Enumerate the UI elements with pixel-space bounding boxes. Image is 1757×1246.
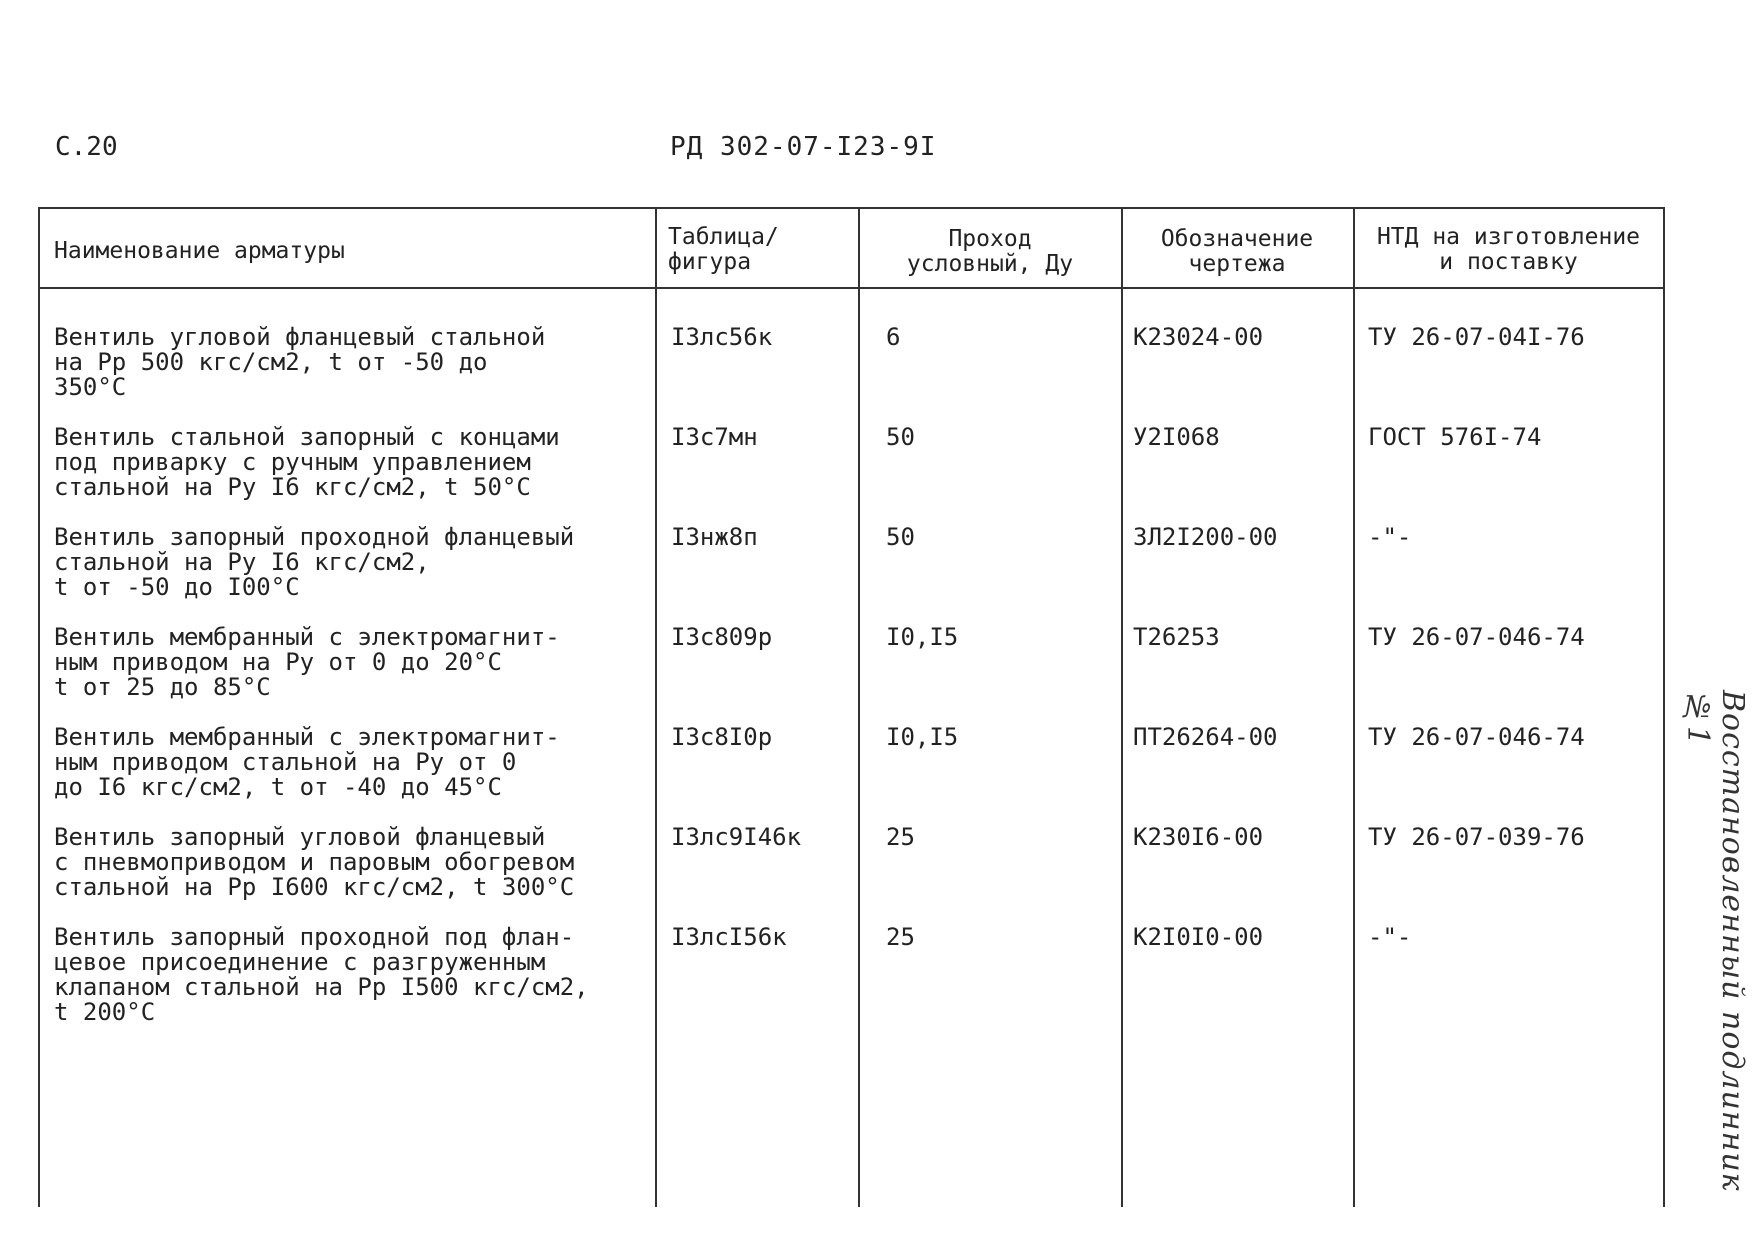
row4-bore: I0,I5 bbox=[886, 623, 959, 651]
header-table-figure: Таблица/ фигура bbox=[668, 224, 779, 275]
row1-standard: ТУ 26-07-04I-76 bbox=[1368, 323, 1585, 351]
col-divider-3 bbox=[1121, 207, 1123, 1207]
col-divider-1 bbox=[655, 207, 657, 1207]
row7-figure: I3лсI56к bbox=[671, 923, 787, 951]
col-divider-4 bbox=[1353, 207, 1355, 1207]
row6-standard: ТУ 26-07-039-76 bbox=[1368, 823, 1585, 851]
row3-drawing: ЗЛ2I200-00 bbox=[1133, 523, 1278, 551]
row4-figure: I3с809р bbox=[671, 623, 773, 651]
row6-bore: 25 bbox=[886, 823, 915, 851]
row5-standard: ТУ 26-07-046-74 bbox=[1368, 723, 1585, 751]
row7-standard: -"- bbox=[1368, 923, 1412, 951]
row4-standard: ТУ 26-07-046-74 bbox=[1368, 623, 1585, 651]
row7-name: Вентиль запорный проходной под флан- цевое присоединение с разгруженным клапаном стальной на Рр I500 кгс/см2, t 200°С bbox=[54, 923, 589, 1026]
header-name: Наименование арматуры bbox=[54, 238, 345, 264]
row3-standard: -"- bbox=[1368, 523, 1412, 551]
row4-drawing: Т26253 bbox=[1133, 623, 1220, 651]
row2-bore: 50 bbox=[886, 423, 915, 451]
header-standard: НТД на изготовление и поставку bbox=[1376, 224, 1641, 275]
table-right-rule bbox=[1663, 207, 1665, 1207]
page-number: С.20 bbox=[55, 132, 118, 162]
header-drawing-designation: Обозначение чертежа bbox=[1160, 226, 1314, 277]
row6-name: Вентиль запорный угловой фланцевый с пневмоприводом и паровым обогревом стальной на Рр I600 кгс/см2, t 300°С bbox=[54, 823, 575, 901]
row3-figure: I3нж8п bbox=[671, 523, 758, 551]
table-left-rule bbox=[38, 207, 40, 1207]
row2-standard: ГОСТ 576I-74 bbox=[1368, 423, 1542, 451]
row2-name: Вентиль стальной запорный с концами под приварку с ручным управлением стальной на Ру I6 кгс/см2, t 50°С bbox=[54, 423, 560, 501]
row5-figure: I3с8I0р bbox=[671, 723, 773, 751]
row7-drawing: К2I0I0-00 bbox=[1133, 923, 1264, 951]
col-divider-2 bbox=[858, 207, 860, 1207]
row3-bore: 50 bbox=[886, 523, 915, 551]
row1-figure: I3лс56к bbox=[671, 323, 773, 351]
table-top-rule bbox=[38, 207, 1665, 209]
document-code: РД 302-07-I23-9I bbox=[670, 132, 937, 162]
row4-name: Вентиль мембранный с электромагнит- ным приводом на Ру от 0 до 20°С t от 25 до 85°С bbox=[54, 623, 560, 701]
table-header-rule bbox=[38, 287, 1665, 289]
fittings-table bbox=[38, 207, 1665, 1207]
row2-drawing: У2I068 bbox=[1133, 423, 1220, 451]
row2-figure: I3с7мн bbox=[671, 423, 758, 451]
row1-drawing: К23024-00 bbox=[1133, 323, 1264, 351]
row6-figure: I3лс9I46к bbox=[671, 823, 802, 851]
header-nominal-bore: Проход условный, Ду bbox=[906, 226, 1074, 277]
row1-name: Вентиль угловой фланцевый стальной на Рр 500 кгс/см2, t от -50 до 350°С bbox=[54, 323, 546, 401]
row5-bore: I0,I5 bbox=[886, 723, 959, 751]
row5-name: Вентиль мембранный с электромагнит- ным приводом стальной на Ру от 0 до I6 кгс/см2, t от -40 до 45°С bbox=[54, 723, 560, 801]
row7-bore: 25 bbox=[886, 923, 915, 951]
row5-drawing: ПТ26264-00 bbox=[1133, 723, 1278, 751]
restored-original-note: Восстановленный подлинник №1 bbox=[1680, 690, 1750, 1192]
row3-name: Вентиль запорный проходной фланцевый стальной на Ру I6 кгс/см2, t от -50 до I00°С bbox=[54, 523, 575, 601]
row1-bore: 6 bbox=[886, 323, 901, 351]
row6-drawing: К230I6-00 bbox=[1133, 823, 1264, 851]
